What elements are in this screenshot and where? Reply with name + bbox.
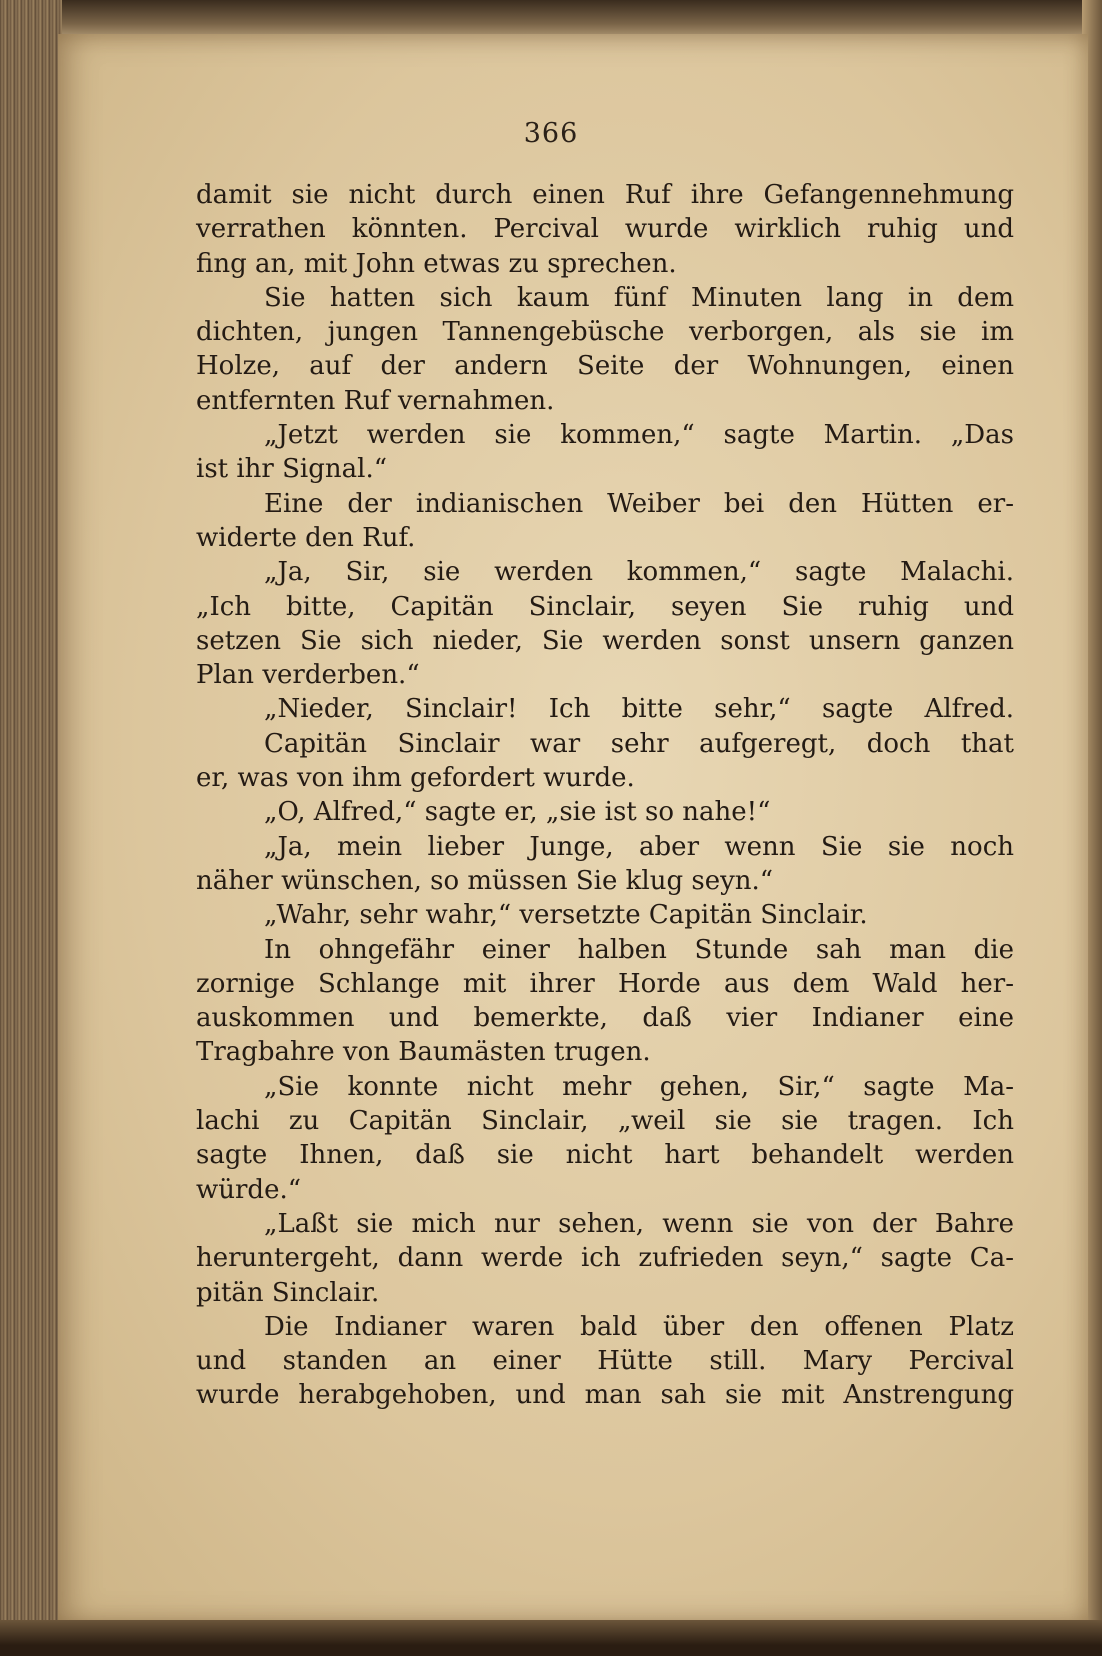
- text-line: damit sie nicht durch einen Ruf ihre Gefangennehmung: [196, 180, 1014, 210]
- text-line: auskommen und bemerkte, daß vier Indianer eine: [196, 1003, 1014, 1034]
- text-line: „Ja, mein lieber Junge, aber wenn Sie sie noch: [264, 831, 1014, 862]
- text-line: widerte den Ruf.: [196, 522, 416, 553]
- text-line: zornige Schlange mit ihrer Horde aus dem Wald her-: [196, 968, 1014, 999]
- text-line: entfernten Ruf vernahmen.: [196, 385, 555, 416]
- text-line: wurde herabgehoben, und man sah sie mit Anstrengung: [196, 1380, 1014, 1411]
- text-line: würde.“: [196, 1174, 302, 1205]
- text-line: „Jetzt werden sie kommen,“ sagte Martin. „Das: [264, 420, 1014, 451]
- text-line: ist ihr Signal.“: [196, 454, 388, 485]
- text-line: Sie hatten sich kaum fünf Minuten lang in dem: [264, 282, 1014, 313]
- text-line: Holze, auf der andern Seite der Wohnungen, einen: [196, 351, 1014, 382]
- text-line: und standen an einer Hütte still. Mary Percival: [196, 1346, 1014, 1377]
- book-bottom-edge: [0, 1620, 1102, 1656]
- text-line: setzen Sie sich nieder, Sie werden sonst unsern ganzen: [196, 625, 1014, 656]
- text-line: Plan verderben.“: [196, 660, 420, 691]
- text-line: Capitän Sinclair war sehr aufgeregt, doch that: [264, 728, 1014, 759]
- text-line: „O, Alfred,“ sagte er, „sie ist so nahe!“: [264, 797, 771, 828]
- text-line: er, was von ihm gefordert wurde.: [196, 763, 635, 794]
- text-line: sagte Ihnen, daß sie nicht hart behandelt werden: [196, 1140, 1014, 1171]
- page-number: 366: [523, 118, 579, 149]
- text-line: Eine der indianischen Weiber bei den Hütten er-: [264, 488, 1014, 519]
- page-text: [196, 178, 1014, 1413]
- text-line: „Ich bitte, Capitän Sinclair, seyen Sie ruhig und: [196, 591, 1014, 622]
- book-page-stack-edge: [0, 0, 62, 1656]
- text-line: „Nieder, Sinclair! Ich bitte sehr,“ sagte Alfred.: [264, 694, 1014, 725]
- text-line: dichten, jungen Tannengebüsche verborgen, als sie im: [196, 317, 1014, 348]
- text-line: „Laßt sie mich nur sehen, wenn sie von der Bahre: [264, 1208, 1014, 1239]
- text-line: „Sie konnte nicht mehr gehen, Sir,“ sagte Ma-: [264, 1071, 1014, 1102]
- text-line: näher wünschen, so müssen Sie klug seyn.“: [196, 865, 774, 896]
- text-line: „Wahr, sehr wahr,“ versetzte Capitän Sinclair.: [264, 900, 868, 931]
- text-line: pitän Sinclair.: [196, 1277, 380, 1308]
- text-line: fing an, mit John etwas zu sprechen.: [196, 248, 677, 279]
- text-line: heruntergeht, dann werde ich zufrieden seyn,“ sagte Ca-: [196, 1243, 1014, 1274]
- text-line: Die Indianer waren bald über den offenen Platz: [264, 1311, 1014, 1342]
- text-line: lachi zu Capitän Sinclair, „weil sie sie tragen. Ich: [196, 1106, 1014, 1137]
- text-line: verrathen könnten. Percival wurde wirklich ruhig und: [196, 214, 1014, 245]
- text-line: Tragbahre von Baumästen trugen.: [196, 1037, 651, 1068]
- text-line: In ohngefähr einer halben Stunde sah man die: [264, 934, 1014, 965]
- text-line: „Ja, Sir, sie werden kommen,“ sagte Malachi.: [264, 557, 1014, 588]
